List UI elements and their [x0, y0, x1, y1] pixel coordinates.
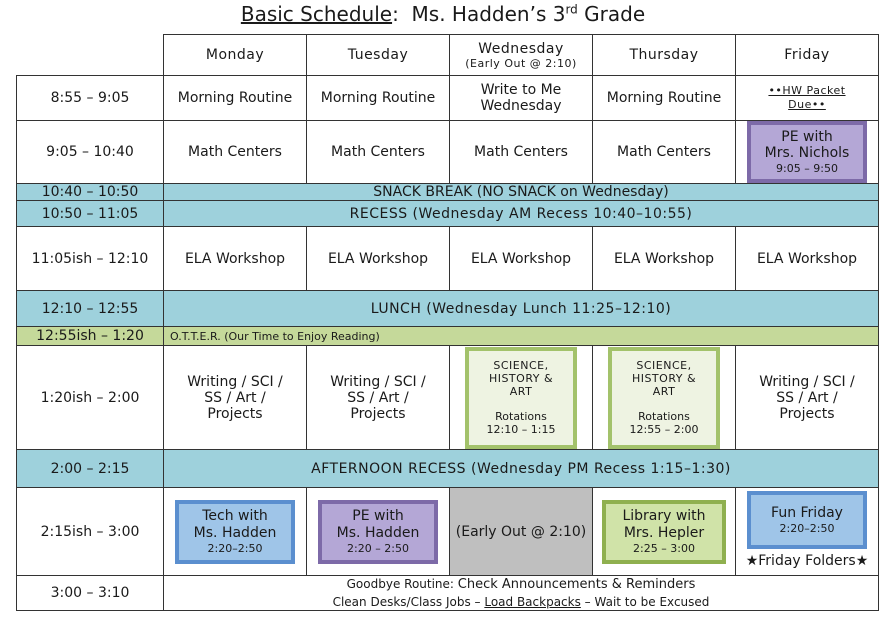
row-otter — [17, 327, 879, 346]
title-sup: rd — [565, 2, 578, 17]
box-line1: PE with — [352, 508, 404, 525]
cell-mon: ELA Workshop — [164, 227, 307, 291]
cell-thu: Math Centers — [593, 121, 736, 184]
hw-line2: Due•• — [788, 98, 826, 111]
cell-wed — [450, 346, 593, 450]
tech-box — [175, 500, 295, 564]
day-thursday: Thursday — [593, 35, 736, 76]
cell-fri — [736, 121, 879, 184]
cell-tue — [307, 346, 450, 450]
proj-line3: Projects — [350, 405, 406, 422]
proj-line1: Writing / SCI / — [330, 373, 426, 390]
hw-line1: ••HW Packet — [768, 83, 846, 97]
sci-line2: HISTORY & — [488, 371, 554, 385]
goodbye-line1a: Goodbye Routine: — [346, 577, 458, 591]
sci-line2: HISTORY & — [631, 371, 697, 385]
box-time: 2:20 – 2:50 — [347, 541, 409, 555]
box-line2: Mrs. Hepler — [623, 524, 705, 541]
cell-tue: Math Centers — [307, 121, 450, 184]
sci-time: 12:55 – 2:00 — [629, 423, 699, 437]
sci-line1: SCIENCE, — [636, 358, 692, 372]
pe-nichols-box — [747, 121, 867, 183]
row-snack — [17, 184, 879, 201]
time-cell: 2:15ish – 3:00 — [17, 488, 164, 576]
row-morning-routine — [17, 76, 879, 121]
time-cell: 10:40 – 10:50 — [17, 184, 164, 201]
sci-wed-box — [465, 347, 577, 449]
friday-folders: ★Friday Folders★ — [745, 553, 869, 569]
row-math — [17, 121, 879, 184]
sci-line3: ART — [509, 384, 533, 398]
row-ela — [17, 227, 879, 291]
title-teacher: Ms. Hadden’s 3 — [411, 2, 566, 26]
row-afternoon-recess — [17, 450, 879, 488]
row-goodbye — [17, 576, 879, 611]
proj-line2: SS / Art / — [204, 389, 266, 406]
proj-line2: SS / Art / — [776, 389, 838, 406]
time-cell: 2:00 – 2:15 — [17, 450, 164, 488]
pe-hadden-box — [318, 500, 438, 564]
proj-line2: SS / Art / — [347, 389, 409, 406]
cell-tue: ELA Workshop — [307, 227, 450, 291]
title-colon: : — [392, 2, 399, 26]
fun-friday-box — [747, 491, 867, 549]
cell-thu: ELA Workshop — [593, 227, 736, 291]
pm-recess-band: AFTERNOON RECESS (Wednesday PM Recess 1:15–1:30) — [164, 450, 879, 488]
schedule-table — [16, 34, 879, 611]
library-box — [602, 500, 726, 564]
proj-line1: Writing / SCI / — [187, 373, 283, 390]
corner-cell — [17, 35, 164, 76]
box-time: 2:20–2:50 — [779, 521, 835, 535]
goodbye-line2c: – Wait to be Excused — [580, 594, 710, 609]
proj-line3: Projects — [207, 405, 263, 422]
box-line2: Mrs. Nichols — [764, 145, 850, 162]
sci-line1: SCIENCE, — [493, 358, 549, 372]
cell-mon — [164, 488, 307, 576]
cell-wed: (Early Out @ 2:10) — [450, 488, 593, 576]
box-time: 2:20–2:50 — [207, 541, 263, 555]
title-main: Basic Schedule — [240, 2, 393, 26]
box-line1: PE with — [781, 128, 833, 145]
cell-wed — [450, 76, 593, 121]
header-row — [17, 35, 879, 76]
cell-fri: ELA Workshop — [736, 227, 879, 291]
otter-band: O.T.T.E.R. (Our Time to Enjoy Reading) — [164, 327, 879, 346]
lunch-band: LUNCH (Wednesday Lunch 11:25–12:10) — [164, 291, 879, 327]
recess-band: RECESS (Wednesday AM Recess 10:40–10:55) — [164, 201, 879, 227]
row-specials — [17, 488, 879, 576]
row-recess — [17, 201, 879, 227]
sci-rotations: Rotations — [638, 410, 690, 424]
proj-line3: Projects — [779, 405, 835, 422]
sci-line3: ART — [652, 384, 676, 398]
proj-line1: Writing / SCI / — [759, 373, 855, 390]
cell-thu — [593, 488, 736, 576]
day-monday: Monday — [164, 35, 307, 76]
wed-line1: Write to Me — [480, 82, 562, 98]
time-cell: 10:50 – 11:05 — [17, 201, 164, 227]
day-wednesday-note: (Early Out @ 2:10) — [465, 56, 577, 70]
box-line2: Ms. Hadden — [193, 524, 277, 541]
time-cell: 9:05 – 10:40 — [17, 121, 164, 184]
box-line1: Tech with — [202, 508, 268, 525]
goodbye-line1b: Check Announcements & Reminders — [457, 577, 696, 592]
page-title — [0, 2, 886, 26]
day-wednesday — [450, 35, 593, 76]
box-line1: Library with — [622, 508, 706, 525]
cell-tue — [307, 488, 450, 576]
wed-line2: Wednesday — [480, 98, 562, 114]
box-line2: Ms. Hadden — [336, 524, 420, 541]
cell-fri — [736, 488, 879, 576]
box-time: 9:05 – 9:50 — [776, 162, 838, 176]
sci-thu-box — [608, 347, 720, 449]
day-tuesday: Tuesday — [307, 35, 450, 76]
time-cell: 11:05ish – 12:10 — [17, 227, 164, 291]
cell-mon — [164, 346, 307, 450]
time-cell: 3:00 – 3:10 — [17, 576, 164, 611]
time-cell: 1:20ish – 2:00 — [17, 346, 164, 450]
cell-fri — [736, 346, 879, 450]
cell-wed: ELA Workshop — [450, 227, 593, 291]
time-cell: 12:55ish – 1:20 — [17, 327, 164, 346]
cell-fri — [736, 76, 879, 121]
cell-thu: Morning Routine — [593, 76, 736, 121]
cell-thu — [593, 346, 736, 450]
cell-mon: Math Centers — [164, 121, 307, 184]
day-friday: Friday — [736, 35, 879, 76]
title-grade: Grade — [577, 2, 646, 26]
cell-mon: Morning Routine — [164, 76, 307, 121]
box-line1: Fun Friday — [771, 505, 843, 521]
snack-band: SNACK BREAK (NO SNACK on Wednesday) — [164, 184, 879, 201]
time-cell: 12:10 – 12:55 — [17, 291, 164, 327]
row-lunch — [17, 291, 879, 327]
goodbye-cell — [164, 576, 879, 611]
day-wednesday-label: Wednesday — [478, 40, 564, 57]
goodbye-line2a: Clean Desks/Class Jobs – — [332, 594, 485, 609]
cell-tue: Morning Routine — [307, 76, 450, 121]
cell-wed: Math Centers — [450, 121, 593, 184]
goodbye-line2b: Load Backpacks — [484, 594, 581, 609]
time-cell: 8:55 – 9:05 — [17, 76, 164, 121]
sci-time: 12:10 – 1:15 — [486, 423, 556, 437]
box-time: 2:25 – 3:00 — [633, 541, 695, 555]
sci-rotations: Rotations — [495, 410, 547, 424]
row-projects — [17, 346, 879, 450]
